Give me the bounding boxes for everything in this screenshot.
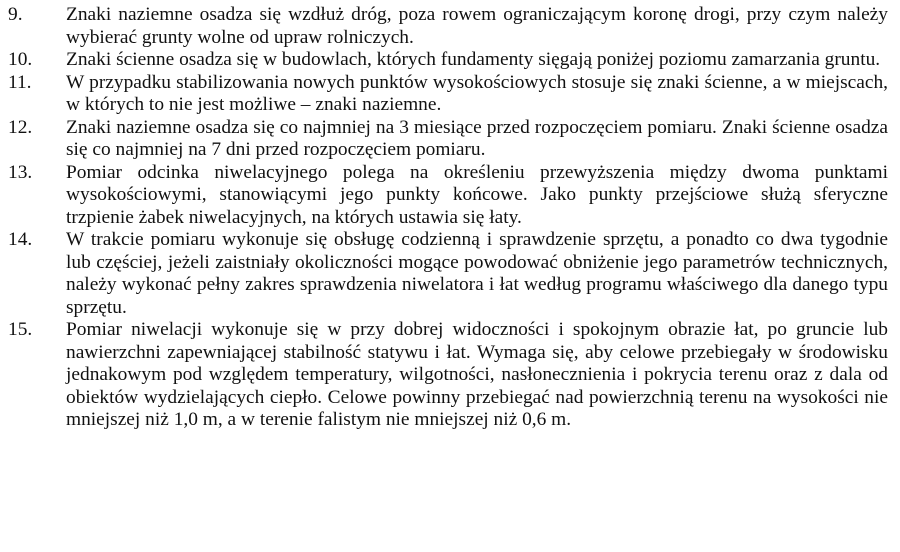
list-item	[6, 229, 894, 319]
list-item	[6, 117, 894, 162]
numbered-list	[6, 4, 894, 432]
item-number: 10.	[8, 49, 33, 70]
item-text: Znaki naziemne osadza się wzdłuż dróg, poza rowem ograniczającym koronę drogi, przy czym należy wybierać grunty wolne od upraw rolniczych.	[66, 4, 888, 48]
item-number: 15.	[8, 319, 33, 340]
item-text: Znaki naziemne osadza się co najmniej na 3 miesiące przed rozpoczęciem pomiaru. Znaki ścienne osadza się co najmniej na 7 dni przed rozpoczęciem pomiaru.	[66, 116, 888, 160]
item-number: 9.	[8, 4, 23, 25]
item-text: W trakcie pomiaru wykonuje się obsługę codzienną i sprawdzenie sprzętu, a ponadto co dwa tygodnie lub częściej, jeżeli zaistniały okoliczności mogące powodować obniżenie jego parametrów technicznych, należy wykonać pełny zakres sprawdzenia niwelatora i łat według programu właściwego dla danego typu sprzętu.	[66, 229, 888, 318]
list-item	[6, 49, 894, 72]
list-item	[6, 72, 894, 117]
item-text: Znaki ścienne osadza się w budowlach, których fundamenty sięgają poniżej poziomu zamarzania gruntu.	[66, 49, 881, 70]
list-item	[6, 4, 894, 49]
item-number: 11.	[8, 71, 32, 93]
item-text: Pomiar odcinka niwelacyjnego polega na określeniu przewyższenia między dwoma punktami wysokościowymi, stanowiącymi jego punkty końcowe. Jako punkty przejściowe służą sferyczne trzpienie żabek niwelacyjnych, na których ustawia się łaty.	[66, 161, 888, 228]
item-number: 14.	[8, 229, 33, 250]
list-item	[6, 162, 894, 230]
list-item	[6, 319, 894, 432]
item-text: W przypadku stabilizowania nowych punktów wysokościowych stosuje się znaki ścienne, a w miejscach, w których to nie jest możliwe – znaki naziemne.	[66, 71, 888, 115]
item-number: 12.	[8, 116, 33, 138]
item-text: Pomiar niwelacji wykonuje się w przy dobrej widoczności i spokojnym obrazie łat, po gruncie lub nawierzchni zapewniającej stabilność statywu i łat. Wymaga się, aby celowe przebiegały w środowisku jednakowym pod względem temperatury, wilgotności, nasłonecznienia i pokrycia terenu oraz z dala od obiektów wydzielających ciepło. Celowe powinny przebiegać nad powierzchnią terenu na wysokości nie mniejszej niż 1,0 m, a w terenie falistym nie mniejszej niż 0,6 m.	[66, 319, 888, 430]
item-number: 13.	[8, 161, 33, 183]
